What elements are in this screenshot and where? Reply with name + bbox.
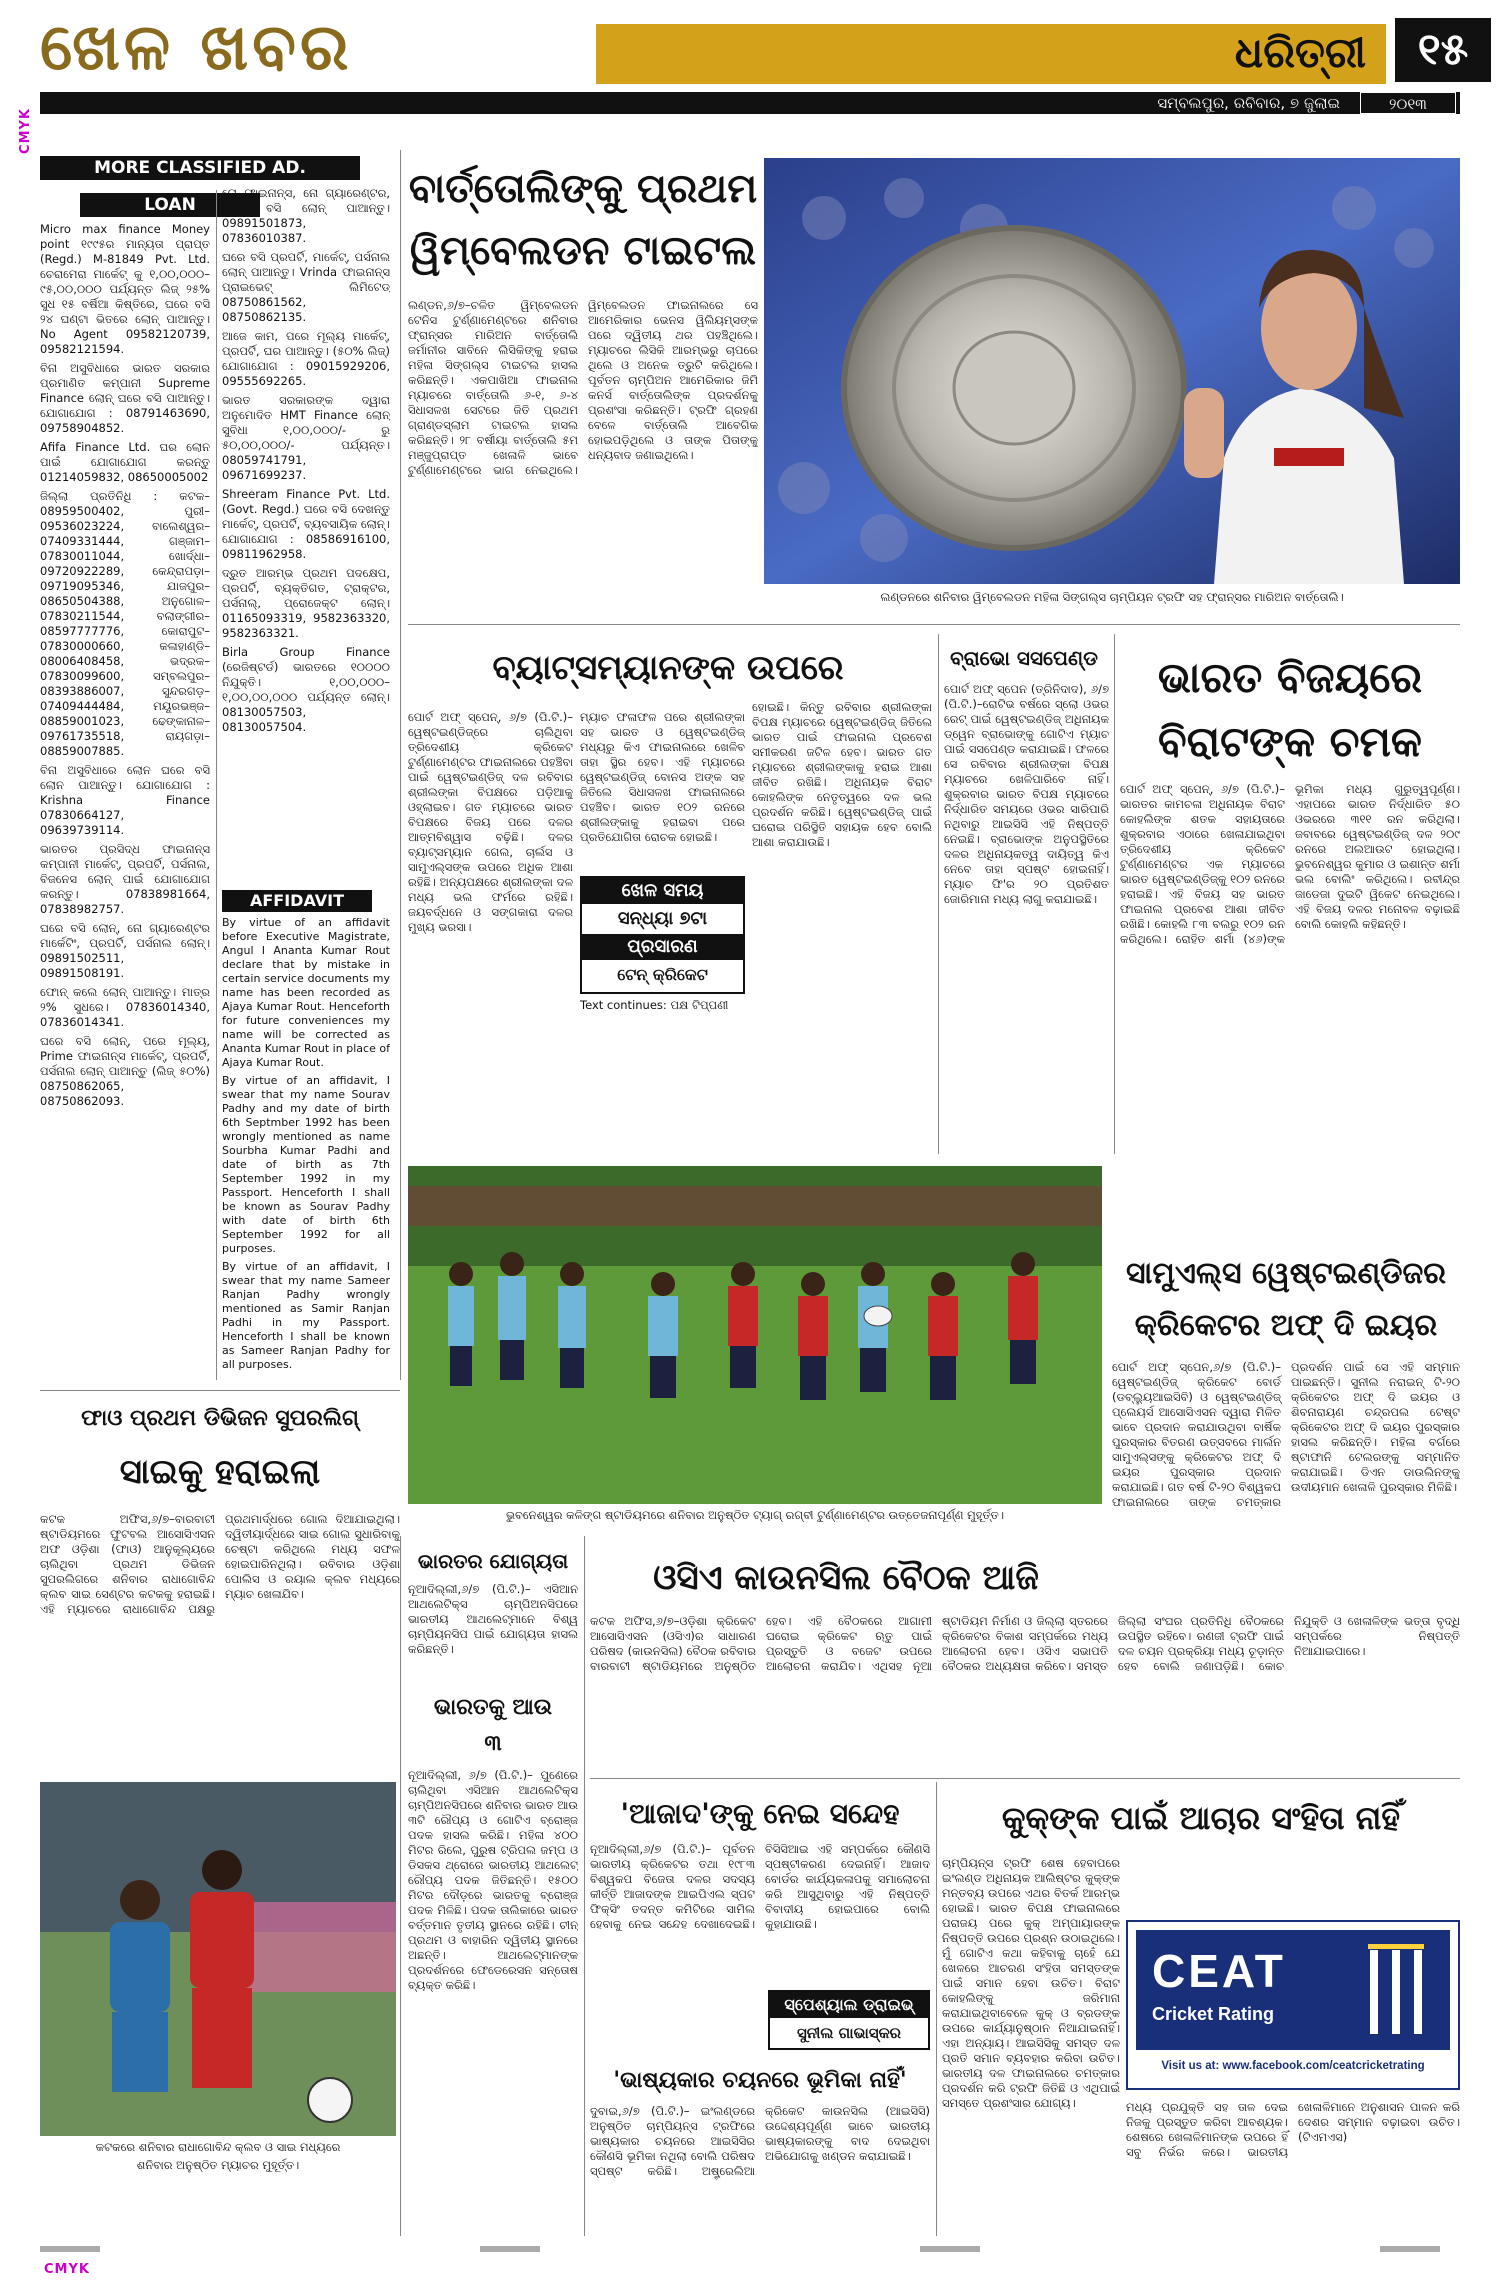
bravo-headline: ବ୍ରାଭୋ ସସପେଣ୍ଡ	[950, 646, 1098, 670]
column-divider	[1114, 634, 1115, 1154]
bartoli-trophy-image	[764, 158, 1460, 584]
rugby-photo	[408, 1166, 1102, 1504]
classified-ad: ଭାରତ ସରକାରଙ୍କ ଦ୍ୱାରା ଅନୁମୋଦିତ HMT Finance ଲୋନ୍ ସୁବିଧା ୧,୦୦,୦୦୦/- ରୁ ୫୦,୦୦,୦୦୦/- ପର୍ଯ୍ୟନ୍ତ। 08059741791, 09671699237.	[222, 393, 390, 482]
classified-ad: ଫୋନ୍ କଲେ ଲୋନ୍ ପାଆନ୍ତୁ। ମାତ୍ର ୨% ସୁଧରେ। 07836014340, 07836014341.	[40, 985, 210, 1029]
tag-rugby-image	[408, 1166, 1102, 1504]
azad-headline: 'ଆଜାଦ'ଙ୍କୁ ନେଇ ସନ୍ଦେହ	[620, 1797, 900, 1830]
commentator-article: ଦୁବାଇ,୬/୭ (ପି.ଟି.)– ଇଂଲଣ୍ଡରେ ଅନୁଷ୍ଠିତ ଚାମ୍ପିୟନ୍ସ ଟ୍ରଫିରେ ଭାଷ୍ୟକାର ଚୟନରେ ଆଇସିସିର କୌଣସି ଭୂମିକା ନଥିଲା ବୋଲି ପରିଷଦ ସ୍ପଷ୍ଟ କରିଛି। ଅଷ୍ଟ୍ରେଲିଆ କ୍ରିକେଟ କାଉନସିଲ (ଆଇସିସି) ଉଦ୍ଦେଶ୍ୟପୂର୍ଣ୍ଣ ଭାବେ ଭାରତୀୟ ଭାଷ୍ୟକାରଙ୍କୁ ବାଦ ଦେଇଥିବା ଅଭିଯୋଗକୁ ଖଣ୍ଡନ କରାଯାଇଛି।	[590, 2104, 930, 2178]
column-divider	[400, 150, 401, 1380]
match-time-title: ଖେଳ ସମୟ	[582, 878, 743, 904]
classified-header: MORE CLASSIFIED AD.	[40, 156, 360, 180]
section-divider	[590, 1778, 1460, 1779]
classified-ad: ଦ୍ରୁତ ଆରମ୍ଭ ପ୍ରଥମ ପଦକ୍ଷେପ, ପ୍ରପର୍ଟି, ବ୍ୟକ୍ତିଗତ, ଟ୍ରାକ୍ଟର, ପର୍ସନାଲ୍, ପ୍ରୋଜେକ୍ଟ ଲୋନ୍। 01165093319, 9582363320, 9582363321.	[222, 566, 390, 640]
year: ୨୦୧୩	[1360, 92, 1456, 114]
section-title: ଖେଳ ଖବର	[40, 10, 353, 85]
affidavit-header: AFFIDAVIT	[222, 890, 372, 912]
cmyk-top: CMYK	[18, 108, 33, 154]
football-photo	[40, 1782, 396, 2136]
medals-subhead-1: ଭାରତକୁ ଆଉ	[433, 1694, 553, 1720]
football-caption-1: କଟକରେ ଶନିବାର ରାଧାଗୋବିନ୍ଦ କ୍ଲବ ଓ ସାଇ ମଧ୍ୟରେ	[95, 2140, 341, 2154]
oca-headline: ଓସିଏ କାଉନସିଲ ବୈଠକ ଆଜି	[653, 1558, 1039, 1598]
batsmen-article-2: ମ୍ୟାଚ ଫଳାଫଳ ପରେ ଶ୍ରୀଲଙ୍କା ସହ ଭାରତ ଓ ୱେଷ୍ଟଇଣ୍ଡିଜ୍ ମଧ୍ୟରୁ କିଏ ଫାଇନାଲରେ ଖେଳିବ ତାହା ସ୍ଥିର ହେବ। ଏହି ମ୍ୟାଚରେ ୱେଷ୍ଟଇଣ୍ଡିଜ୍ ବୋନସ ଅଙ୍କ ସହ ଜିତିଲେ ସିଧାସଳଖ ଫାଇନାଲରେ ପହଞ୍ଚିବ। ଭାରତ ୧୦୨ ରନରେ ଶ୍ରୀଲଙ୍କାକୁ ହରାଇବା ପରେ ପ୍ରତିଯୋଗିତା ରୋଚକ ହୋଇଛି।	[580, 710, 745, 844]
bartoli-photo	[764, 158, 1460, 584]
football-caption-2: ଶନିବାର ଅନୁଷ୍ଠିତ ମ୍ୟାଚର ମୁହୂର୍ତ୍ତ।	[136, 2158, 300, 2172]
affidavit-notice: By virtue of an affidavit, I swear that my name Sameer Ranjan Padhy wrongly mentioned as Samir Ranjan Padhi in my Passport. Henceforth I shall be known as Sameer Ranjan Padhy for all purposes.	[222, 1260, 390, 1371]
ceat-brand: CEAT	[1152, 1945, 1286, 1997]
medals-article: ନୂଆଦିଲ୍ଲୀ, ୬/୭ (ପି.ଟି.)– ପୁଣେରେ ଚାଲିଥିବା ଏସିଆନ ଆଥଲେଟିକ୍ସ ଚାମ୍ପିଅନସିପରେ ଶନିବାର ଭାରତ ଆଉ ୩ଟି ରୌପ୍ୟ ଓ ଗୋଟିଏ ବ୍ରୋଞ୍ଜ ପଦକ ହାସଲ କରିଛି। ମହିଳା ୪୦୦ ମିଟର ରିଲେ, ପୁରୁଷ ଟ୍ରିପଲ ଜମ୍ପ ଓ ଡିସକସ ଥ୍ରୋରେ ଭାରତୀୟ ଆଥଲେଟ୍ ରୌପ୍ୟ ପଦକ ଜିତିଛନ୍ତି। ୧୫୦୦ ମିଟର ଦୌଡ଼ରେ ଭାରତକୁ ବ୍ରୋଞ୍ଜ ପଦକ ମିଳିଛି। ପଦକ ତାଲିକାରେ ଭାରତ ବର୍ତ୍ତମାନ ତୃତୀୟ ସ୍ଥାନରେ ରହିଛି। ଚୀନ୍ ପ୍ରଥମ ଓ ବାହାରିନ ଦ୍ୱିତୀୟ ସ୍ଥାନରେ ଅଛନ୍ତି। ଆଥଲେଟ୍‌ମାନଙ୍କ ପ୍ରଦର୍ଶନରେ ଫେଡେରେସନ ସନ୍ତୋଷ ବ୍ୟକ୍ତ କରିଛି।	[408, 1768, 578, 1992]
broadcast-channel: ଟେନ୍ କ୍ରିକେଟ	[617, 965, 708, 984]
virat-headline-1: ଭାରତ ବିଜୟରେ	[1157, 653, 1423, 702]
classified-ad: ଜିଲ୍ଲା ପ୍ରତିନିଧି : କଟକ–08959500402, ପୁରୀ–09536023224, ବାଲେଶ୍ୱର–07409331444, ଗଞ୍ଜାମ–07830011044, ଖୋର୍ଦ୍ଧା–09720922289, କେନ୍ଦ୍ରାପଡ଼ା–09719095346, ଯାଜପୁର–08650504388, ଅନୁଗୋଳ–07830211544, ବଲାଙ୍ଗୀର–08597777776, କୋରାପୁଟ–07830000660, କଳାହାଣ୍ଡି–08006408458, ଭଦ୍ରକ–07830099600, ସମ୍ବଲପୁର–08393886007, ସୁନ୍ଦରଗଡ଼–07409444484, ମୟୂରଭଞ୍ଜ–08859001023, ଢେଙ୍କାନାଳ–09761735518, ରାୟଗଡ଼ା–08859007885.	[40, 489, 210, 758]
bartoli-headline-1: ବାର୍ତ୍ତୋଲିଙ୍କୁ ପ୍ରଥମ	[408, 165, 758, 212]
ceat-ad	[1126, 1920, 1460, 2090]
match-time-box	[580, 876, 745, 994]
batsmen-article-1: ପୋର୍ଟ ଅଫ୍ ସ୍ପେନ୍, ୬/୭ (ପି.ଟି.)– ୱେଷ୍ଟଇଣ୍ଡିଜ୍‌ରେ ଚାଲିଥିବା ତ୍ରିଦେଶୀୟ କ୍ରିକେଟ ଟୁର୍ଣ୍ଣାମେଣ୍ଟର ଫାଇନାଲରେ ପହଞ୍ଚିବା ପାଇଁ ୱେଷ୍ଟଇଣ୍ଡିଜ୍ ଦଳ ରବିବାର ଶ୍ରୀଲଙ୍କା ବିପକ୍ଷରେ ପଡ଼ିଆକୁ ଓହ୍ଲାଇବ। ଗତ ମ୍ୟାଚରେ ଭାରତ ବିପକ୍ଷରେ ବିଜୟ ପରେ ଦଳର ଆତ୍ମବିଶ୍ୱାସ ବଢ଼ିଛି। ଦଳର ବ୍ୟାଟ୍ସମ୍ୟାନ ଗେଲ, ଚାର୍ଲସ ଓ ସାମୁଏଲ୍ସଙ୍କ ଉପରେ ଅଧିକ ଆଶା ରହିଛି। ଅନ୍ୟପକ୍ଷରେ ଶ୍ରୀଲଙ୍କା ଦଳ ମଧ୍ୟ ଭଲ ଫର୍ମରେ ରହିଛି। ଜୟବର୍ଦ୍ଧନେ ଓ ସଙ୍ଗକାରା ଦଳର ମୁଖ୍ୟ ଭରସା।	[408, 710, 573, 934]
classified-ad: ଘରେ ବସି ଲୋନ୍, ପରେ ମୂଲ୍ୟ, Prime ଫାଇନାନ୍ସ ମାର୍କେଟ୍, ପ୍ରପର୍ଟି, ପର୍ସନାଲ ଲୋନ୍ ପାଆନ୍ତୁ (ଲିଜ୍ ୫୦%) 08750862065, 08750862093.	[40, 1034, 210, 1108]
classified-ad: ବିନା ଅସୁବିଧାରେ ଲୋନ ଘରେ ବସି ଲୋନ ପାଆନ୍ତୁ। ଯୋଗାଯୋଗ : Krishna Finance 07830664127, 09639739114.	[40, 763, 210, 837]
column-divider	[400, 1536, 401, 2236]
classified-ad: ନୋ ଫାଇନାନ୍ସ, ନୋ ଗ୍ୟାରେଣ୍ଟର, ଘରେ ବସି ଲୋନ୍ ପାଆନ୍ତୁ। 09891501873, 07836010387.	[222, 186, 390, 245]
special-drive-box	[768, 1990, 930, 2050]
page-number: ୧୫	[1395, 18, 1491, 82]
classified-column-1	[40, 222, 210, 1382]
cmyk-bottom: CMYK	[44, 2262, 90, 2277]
ceat-banner	[1136, 1930, 1450, 2050]
bartoli-article: ଲଣ୍ଡନ,୬/୭–ଚଳିତ ୱିମ୍ବେଲଡନ ଟେନିସ ଟୁର୍ଣ୍ଣାମେଣ୍ଟରେ ଶନିବାର ଫ୍ରାନ୍ସର ମାରିଅନ ବାର୍ତ୍ତୋଲି ଜର୍ମାନୀର ସାବିନେ ଲିସିକିଙ୍କୁ ହରାଇ ମହିଳା ସିଙ୍ଗଲ୍ସ ଟାଇଟଲ ହାସଲ କରିଛନ୍ତି। ଏକପାଖିଆ ଫାଇନାଲ ମ୍ୟାଚରେ ବାର୍ତ୍ତୋଲି ୬-୧, ୬-୪ ସିଧାସଳଖ ସେଟରେ ଜିତି ପ୍ରଥମ ଗ୍ରାଣ୍ଡସ୍ଲାମ ଟାଇଟଲ ହାସଲ କରିଛନ୍ତି। ୨୮ ବର୍ଷୀୟା ବାର୍ତ୍ତୋଲି ୫ମ ମଞ୍ଜୁପ୍ରାପ୍ତ ଖେଳାଳି ଭାବେ ଟୁର୍ଣ୍ଣାମେଣ୍ଟରେ ଭାଗ ନେଇଥିଲେ। ୱିମ୍ବେଲଡନ ଫାଇନାଲରେ ସେ ଆମେରିକାର ଭେନସ ୱିଲିୟମ୍ସଙ୍କ ପରେ ଦ୍ୱିତୀୟ ଥର ପହଞ୍ଚିଥିଲେ। ମ୍ୟାଚରେ ଲିସିକି ଆରମ୍ଭରୁ ଚାପରେ ଥିଲେ ଓ ଅନେକ ତ୍ରୁଟି କରିଥିଲେ। ପୂର୍ବତନ ଚାମ୍ପିଅନ ଆମେରିକାର ଜିମି କନର୍ସ ବାର୍ତ୍ତୋଲିଙ୍କ ପ୍ରଦର୍ଶନକୁ ପ୍ରଶଂସା କରିଛନ୍ତି। ଟ୍ରଫି ଗ୍ରହଣ ବେଳେ ବାର୍ତ୍ତୋଲି ଆବେଗିକ ହୋଇପଡ଼ିଥିଲେ ଓ ତାଙ୍କ ପିତାଙ୍କୁ ଧନ୍ୟବାଦ ଜଣାଇଥିଲେ।	[408, 298, 758, 477]
batsmen-headline: ବ୍ୟାଟ୍ସମ୍ୟାନଙ୍କ ଉପରେ	[492, 648, 844, 688]
eligibility-headline: ଭାରତର ଯୋଗ୍ୟତା	[417, 1549, 569, 1573]
bartoli-headline-2: ୱିମ୍ବେଲଡନ ଟାଇଟଲ	[409, 227, 756, 274]
classified-ad: ଭାରତର ପ୍ରସିଦ୍ଧ ଫାଇନାନ୍ସ କମ୍ପାନୀ ମାର୍କେଟ୍, ପ୍ରପର୍ଟି, ପର୍ସନାଲ, ବିଜନେସ ଲୋନ୍ ପାଇଁ ଯୋଗାଯୋଗ କରନ୍ତୁ। 07838981664, 07838982757.	[40, 842, 210, 916]
classified-column-2	[222, 186, 390, 886]
bottom-rule	[40, 2240, 1460, 2252]
cricket-stumps-icon	[1356, 1940, 1436, 2040]
classified-ad: Shreeram Finance Pvt. Ltd. (Govt. Regd.) ଘରେ ବସି ଦେଖନ୍ତୁ ମାର୍କେଟ୍, ପ୍ରପର୍ଟି, ବ୍ୟବସାୟିକ ଲୋନ୍। ଯୋଗାଯୋଗ : 08586916100, 09811962958.	[222, 487, 390, 561]
special-drive-title: ସ୍ପେଶ୍ୟାଲ ଡ୍ରାଇଭ୍	[770, 1992, 928, 2018]
eligibility-article: ନୂଆଦିଲ୍ଲୀ,୬/୭ (ପି.ଟି.)– ଏସିଆନ ଆଥଲେଟିକ୍ସ ଚାମ୍ପିଅନସିପରେ ଭାରତୀୟ ଆଥଲେଟ୍‌ମାନେ ବିଶ୍ୱ ଚାମ୍ପିୟନସିପ ପାଇଁ ଯୋଗ୍ୟତା ହାସଲ କରିଛନ୍ତି।	[408, 1582, 578, 1656]
samuels-headline-1: ସାମୁଏଲ୍ସ ୱେଷ୍ଟଇଣ୍ଡିଜର	[1126, 1256, 1446, 1291]
section-divider	[40, 1390, 400, 1391]
column-divider	[584, 1536, 585, 2236]
oca-article: କଟକ ଅଫିସ,୬/୭–ଓଡ଼ିଶା କ୍ରିକେଟ ଆସୋସିଏସନ (ଓସିଏ)ର ସାଧାରଣ ପରିଷଦ (କାଉନସିଲ) ବୈଠକ ରବିବାର ବାରବାଟୀ ଷ୍ଟାଡିୟମରେ ଅନୁଷ୍ଠିତ ହେବ। ଏହି ବୈଠକରେ ଆଗାମୀ ଘରୋଇ କ୍ରିକେଟ ଋତୁ ପାଇଁ ପ୍ରସ୍ତୁତି ଓ ବଜେଟ ଉପରେ ଆଲୋଚନା କରାଯିବ। ଏଥିସହ ନୂଆ ଷ୍ଟାଡିୟମ ନିର୍ମାଣ ଓ ଜିଲ୍ଲା ସ୍ତରରେ କ୍ରିକେଟର ବିକାଶ ସମ୍ପର୍କରେ ମଧ୍ୟ ଆଲୋଚନା ହେବ। ଓସିଏ ସଭାପତି ବୈଠକର ଅଧ୍ୟକ୍ଷତା କରିବେ। ସମସ୍ତ ଜିଲ୍ଲା ସଂଘର ପ୍ରତିନିଧି ବୈଠକରେ ଉପସ୍ଥିତ ରହିବେ। ରଣଜୀ ଟ୍ରଫି ପାଇଁ ଦଳ ଚୟନ ପ୍ରକ୍ରିୟା ମଧ୍ୟ ଚୂଡ଼ାନ୍ତ ହେବ ବୋଲି ଜଣାପଡ଼ିଛି। କୋଚ ନିଯୁକ୍ତି ଓ ଖେଳାଳିଙ୍କ ଭତ୍ତା ବୃଦ୍ଧି ସମ୍ପର୍କରେ ନିଷ୍ପତ୍ତି ନିଆଯାଇପାରେ।	[590, 1614, 1460, 1673]
match-time: ସନ୍ଧ୍ୟା ୭ଟା	[617, 908, 708, 929]
commentator-headline: 'ଭାଷ୍ୟକାର ଚୟନରେ ଭୂମିକା ନାହିଁ'	[613, 2067, 907, 2093]
classified-ad: ଆଜେ କାମ, ପରେ ମୂଲ୍ୟ ମାର୍କେଟ୍, ପ୍ରପର୍ଟି, ଘର ପାଆନ୍ତୁ। (୫୦% ଲିଜ୍) ଯୋଗାଯୋଗ : 09015929206, 09555692265.	[222, 329, 390, 388]
bravo-article: ପୋର୍ଟ ଅଫ୍ ସ୍ପେନ (ତ୍ରିନିଦାଦ), ୬/୭ (ପି.ଟି.)–ରୋଟିଭ ବର୍ଷରେ ସ୍ଲୋ ଓଭର ରେଟ୍ ପାଇଁ ୱେଷ୍ଟଇଣ୍ଡିଜ୍ ଅଧିନାୟକ ଡ୍ୱେନ ବ୍ରାଭୋଙ୍କୁ ଗୋଟିଏ ମ୍ୟାଚ ପାଇଁ ସସପେଣ୍ଡ କରାଯାଇଛି। ଫଳରେ ସେ ରବିବାର ଶ୍ରୀଲଙ୍କା ବିପକ୍ଷ ମ୍ୟାଚରେ ଖେଳିପାରିବେ ନାହିଁ। ଶୁକ୍ରବାର ଭାରତ ବିପକ୍ଷ ମ୍ୟାଚରେ ନିର୍ଦ୍ଧାରିତ ସମୟରେ ଓଭର ସାରିପାରି ନଥିବାରୁ ଆଇସିସି ଏହି ନିଷ୍ପତ୍ତି ନେଇଛି। ବ୍ରାଭୋଙ୍କ ଅନୁପସ୍ଥିତିରେ ଦଳର ଅଧିନାୟକତ୍ୱ ଦାୟିତ୍ୱ କିଏ ନେବେ ତାହା ସ୍ପଷ୍ଟ ହୋଇନାହିଁ। ମ୍ୟାଚ ଫି'ର ୨୦ ପ୍ରତିଶତ ଜୋରିମାନା ମଧ୍ୟ ଲାଗୁ କରାଯାଇଛି।	[944, 682, 1109, 906]
newspaper-name: ଧରିତ୍ରୀ	[1234, 28, 1366, 77]
broadcast-label: ପ୍ରସାରଣ	[582, 934, 743, 960]
radhagovind-article: କଟକ ଅଫିସ,୬/୭–ବାରବାଟୀ ଷ୍ଟାଡିୟମରେ ଫୁଟବଲ ଆସୋସିଏସନ ଅଫ ଓଡ଼ିଶା (ଫାଓ) ଆନୁକୂଲ୍ୟରେ ଚାଲିଥିବା ପ୍ରଥମ ଡିଭିଜନ ସୁପରଲିଗରେ ଶନିବାର ରାଧାଗୋବିନ୍ଦ କ୍ଲବ ସାଇ ସେଣ୍ଟର କଟକକୁ ହରାଇଛି। ଏହି ମ୍ୟାଚରେ ରାଧାଗୋବିନ୍ଦ ପକ୍ଷରୁ ପ୍ରଥମାର୍ଦ୍ଧରେ ଗୋଲ ଦିଆଯାଇଥିଲା। ଦ୍ୱିତୀୟାର୍ଦ୍ଧରେ ସାଇ ଗୋଲ ସୁଧାରିବାକୁ ଚେଷ୍ଟା କରିଥିଲେ ମଧ୍ୟ ସଫଳ ହୋଇପାରିନଥିଲା। ରବିବାର ଓଡ଼ିଶା ପୋଲିସ ଓ ରୟାଲ କ୍ଲବ ମଧ୍ୟରେ ମ୍ୟାଚ ଖେଳାଯିବ।	[40, 1512, 400, 1616]
batsmen-article-3: ହୋଇଛି। କିନ୍ତୁ ରବିବାର ଶ୍ରୀଲଙ୍କା ବିପକ୍ଷ ମ୍ୟାଚରେ ୱେଷ୍ଟଇଣ୍ଡିଜ୍ ଜିତିଲେ ଭାରତ ପାଇଁ ଫାଇନାଲ ପ୍ରବେଶ ସମୀକରଣ ଜଟିଳ ହେବ। ଭାରତ ଗତ ମ୍ୟାଚରେ ଶ୍ରୀଲଙ୍କାକୁ ହରାଇ ଆଶା ଜୀବିତ ରଖିଛି। ଅଧିନାୟକ ବିରାଟ କୋହଲିଙ୍କ ନେତୃତ୍ୱରେ ଦଳ ଭଲ ପ୍ରଦର୍ଶନ କରିଛି। ୱେଷ୍ଟଇଣ୍ଡିଜ୍ ପାଇଁ ଘରୋଇ ପରିସ୍ଥିତି ସହାୟକ ହେବ ବୋଲି ଆଶା କରାଯାଉଛି।	[752, 700, 932, 849]
affidavit-notice: By virtue of an affidavit, I swear that my name Sourav Padhy and my date of birth 6th Septmber 1992 has been wrongly mentioned as name Sourbha Kumar Padhi and date of birth as 7th September 1992 in my Passport. Henceforth I shall be known as Sourav Padhy with date of birth 6th September 1992 for all purposes.	[222, 1074, 390, 1255]
classified-ad: ଘରେ ବସି ପ୍ରପର୍ଟି, ମାର୍କେଟ୍, ପର୍ସନାଲ ଲୋନ୍ ପାଆନ୍ତୁ। Vrinda ଫାଇନାନ୍ସ ପ୍ରାଇଭେଟ୍ ଲିମିଟେଡ୍ 08750861562, 08750862135.	[222, 250, 390, 324]
classified-ad: Birla Group Finance (ରେଜିଷ୍ଟର୍ଡ) ଭାରତରେ ୧୦୦୦୦ ନିଯୁକ୍ତି। ୧,୦୦,୦୦୦–୧,୦୦,୦୦,୦୦୦ ପର୍ଯ୍ୟନ୍ତ ଲୋନ୍। 08130057503, 08130057504.	[222, 645, 390, 734]
azad-article: ନୂଆଦିଲ୍ଲୀ,୬/୭ (ପି.ଟି.)– ପୂର୍ବତନ ଭାରତୀୟ କ୍ରିକେଟର ତଥା ୧୯୮୩ ବିଶ୍ୱକପ ବିଜେତା ଦଳର ସଦସ୍ୟ କୀର୍ତ୍ତି ଆଜାଦଙ୍କ ଆଇପିଏଲ ସ୍ପଟ ଫିକ୍ସିଂ ତଦନ୍ତ କମିଟିରେ ସାମିଲ ହେବାକୁ ନେଇ ସନ୍ଦେହ ଦେଖାଦେଇଛି। ବିସିସିଆଇ ଏହି ସମ୍ପର୍କରେ କୌଣସି ସ୍ପଷ୍ଟୀକରଣ ଦେଇନାହିଁ। ଆଜାଦ ବୋର୍ଡର କାର୍ଯ୍ୟକଳାପକୁ ସମାଲୋଚନା କରି ଆସୁଥିବାରୁ ଏହି ନିଷ୍ପତ୍ତି ବିବାଦୀୟ ହୋଇପାରେ ବୋଲି କୁହାଯାଉଛି।	[590, 1842, 930, 1931]
cook-article: ଚାମ୍ପିୟନ୍ସ ଟ୍ରଫି ଶେଷ ହେବାପରେ ଇଂଲଣ୍ଡ ଅଧିନାୟକ ଆଲିଷ୍ଟର କୁକ୍‌ଙ୍କ ମନ୍ତବ୍ୟ ଉପରେ ଏଥର ବିତର୍କ ଆରମ୍ଭ ହୋଇଛି। ଭାରତ ବିପକ୍ଷ ଫାଇନାଲରେ ପରାଜୟ ପରେ କୁକ୍ ଅମ୍ପାୟାରଙ୍କ ନିଷ୍ପତ୍ତି ଉପରେ ପ୍ରଶ୍ନ ଉଠାଇଥିଲେ। ମୁଁ ଗୋଟିଏ କଥା କହିବାକୁ ଚାହେଁ ଯେ ଖେଳରେ ଆଚରଣ ସଂହିତା ସମସ୍ତଙ୍କ ପାଇଁ ସମାନ ହେବା ଉଚିତ। ବିରାଟ କୋହଲିଙ୍କୁ ଜରିମାନା କରାଯାଇଥିବାବେଳେ କୁକ୍ ଓ ବ୍ରଡଙ୍କ ଉପରେ କାର୍ଯ୍ୟାନୁଷ୍ଠାନ ନିଆଯାଇନାହିଁ। ଏହା ଅନ୍ୟାୟ। ଆଇସିସିକୁ ସମସ୍ତ ଦଳ ପ୍ରତି ସମାନ ବ୍ୟବହାର କରିବା ଉଚିତ। ଭାରତୀୟ ଦଳ ଫାଇନାଲରେ ଚମତ୍କାର ପ୍ରଦର୍ଶନ କରି ଟ୍ରଫି ଜିତିଛି ଓ ଏଥିପାଇଁ ସମସ୍ତେ ପ୍ରଶଂସାର ଯୋଗ୍ୟ।	[942, 1856, 1120, 2110]
radhagovind-headline: ସାଇକୁ ହରାଇଲା	[119, 1452, 321, 1492]
special-drive-author: ସୁନୀଲ ଗାଭାସ୍କର	[796, 2024, 902, 2042]
classified-ad: Afifa Finance Ltd. ଘର ଲୋନ ପାଇଁ ଯୋଗାଯୋଗ କରନ୍ତୁ 01214059832, 08650005002	[40, 440, 210, 484]
virat-headline-2: ବିରାଟଙ୍କ ଚମକ	[1158, 717, 1422, 766]
samuels-article: ପୋର୍ଟ ଅଫ୍ ସ୍ପେନ,୬/୭ (ପି.ଟି.)–ୱେଷ୍ଟଇଣ୍ଡିଜ୍ କ୍ରିକେଟ ବୋର୍ଡ (ଡବ୍ଲ୍ୟୁଆଇସିବି) ଓ ୱେଷ୍ଟଇଣ୍ଡିଜ୍ ପ୍ଲେୟର୍ସ ଆସୋସିଏସନ ଦ୍ୱାରା ମିଳିତ ଭାବେ ପ୍ରଦାନ କରାଯାଉଥିବା ବାର୍ଷିକ ପୁରସ୍କାର ବିତରଣ ଉତ୍ସବରେ ମାର୍ଲନ ସାମୁଏଲ୍ସଙ୍କୁ କ୍ରିକେଟର ଅଫ୍ ଦି ଇୟର ପୁରସ୍କାର ପ୍ରଦାନ କରାଯାଇଛି। ଗତ ବର୍ଷ ଟି-୨୦ ବିଶ୍ୱକପ ଫାଇନାଲରେ ତାଙ୍କ ଚମତ୍କାର ପ୍ରଦର୍ଶନ ପାଇଁ ସେ ଏହି ସମ୍ମାନ ପାଇଛନ୍ତି। ସୁନୀଲ ନରାଇନ୍ ଟି-୨୦ କ୍ରିକେଟର ଅଫ୍ ଦି ଇୟର ଓ ଶିବନାରାୟଣ ଚନ୍ଦ୍ରପଲ ଟେଷ୍ଟ କ୍ରିକେଟର ଅଫ୍ ଦି ଇୟର ପୁରସ୍କାର ହାସଲ କରିଛନ୍ତି। ମହିଳା ବର୍ଗରେ ଷ୍ଟାଫାନି ଟେଲରଙ୍କୁ ସମ୍ମାନିତ କରାଯାଇଛି। ଡିଏନ ଡାଉଲିନଙ୍କୁ ଉଦୀୟମାନ ଖେଳାଳି ପୁରସ୍କାର ମିଳିଛି।	[1112, 1360, 1460, 1509]
classified-ad: ଘରେ ବସି ଲୋନ୍, ନୋ ଗ୍ୟାରେଣ୍ଟର ମାର୍କେଟିଂ, ପ୍ରପର୍ଟି, ପର୍ସନାଲ ଲୋନ୍। 09891502511, 09891508191.	[40, 921, 210, 980]
cook-headline: କୁକ୍‌ଙ୍କ ପାଇଁ ଆଚାର ସଂହିତା ନାହିଁ	[1001, 1799, 1401, 1837]
samuels-headline-2: କ୍ରିକେଟର ଅଫ୍ ଦି ଇୟର	[1134, 1308, 1438, 1343]
newspaper-name-bar	[596, 24, 1386, 84]
section-divider	[408, 624, 1460, 625]
bartoli-caption: ଲଣ୍ଡନରେ ଶନିବାର ୱିମ୍ବେଲଡନ ମହିଳା ସିଙ୍ଗଲ୍ସ ଚାମ୍ପିୟନ ଟ୍ରଫି ସହ ଫ୍ରାନ୍ସର ମାରିଅନ ବାର୍ତ୍ତୋଲି।	[880, 590, 1344, 604]
batsmen-article-2b: Text continues: ପକ୍ଷ ଟିପ୍ପଣୀ	[580, 998, 729, 1012]
football-match-image	[40, 1782, 396, 2136]
column-divider	[936, 1782, 937, 2236]
dateline: ସମ୍ବଲପୁର, ରବିବାର, ୭ ଜୁଲାଇ	[1157, 94, 1340, 112]
column-divider	[938, 634, 939, 1154]
medals-subhead-2: ୩	[484, 1730, 502, 1756]
affidavit-column	[222, 916, 390, 1382]
ceat-product: Cricket Rating	[1152, 2004, 1275, 2024]
masthead	[40, 8, 1469, 88]
ceat-url[interactable]: Visit us at: www.facebook.com/ceatcricketrating	[1161, 2060, 1425, 2072]
classified-ad: ବିନା ଅସୁବିଧାରେ ଭାରତ ସରକାର ପ୍ରମାଣିତ କମ୍ପାନୀ Supreme Finance ଲୋନ୍ ଘରେ ବସି ପାଆନ୍ତୁ। ଯୋଗାଯୋଗ : 08791463690, 09758904852.	[40, 361, 210, 435]
rugby-caption: ଭୁବନେଶ୍ୱର କଳିଙ୍ଗ ଷ୍ଟାଡିୟମରେ ଶନିବାର ଅନୁଷ୍ଠିତ ଟ୍ୟାଗ୍ ରଗ୍‌ବୀ ଟୁର୍ଣ୍ଣାମେଣ୍ଟର ଉତ୍ତେଜନାପୂର୍ଣ୍ଣ ମୁହୂର୍ତ୍ତ।	[505, 1508, 1005, 1522]
virat-article: ପୋର୍ଟ ଅଫ୍ ସ୍ପେନ୍, ୬/୭ (ପି.ଟି.)– ଭାରତର କାମଚଳା ଅଧିନାୟକ ବିରାଟ କୋହଲିଙ୍କ ଶତକ ସହାୟତାରେ ଶୁକ୍ରବାର ଏଠାରେ ଖେଳାଯାଇଥିବା ତ୍ରିଦେଶୀୟ କ୍ରିକେଟ ଟୁର୍ଣ୍ଣାମେଣ୍ଟର ଏକ ମ୍ୟାଚରେ ଭାରତ ୱେଷ୍ଟଇଣ୍ଡିଜ୍‌କୁ ୧୦୨ ରନରେ ହରାଇଛି। ଏହି ବିଜୟ ସହ ଭାରତ ଫାଇନାଲ ପ୍ରବେଶ ଆଶା ଜୀବିତ ରଖିଛି। କୋହଲି ୮୩ ବଲରୁ ୧୦୨ ରନ କରିଥିଲେ। ରୋହିତ ଶର୍ମା (୪୬)ଙ୍କ ଭୂମିକା ମଧ୍ୟ ଗୁରୁତ୍ୱପୂର୍ଣ୍ଣ। ଏହାପରେ ଭାରତ ନିର୍ଦ୍ଧାରିତ ୫୦ ଓଭରରେ ୩୧୧ ରନ କରିଥିଲା। ଜବାବରେ ୱେଷ୍ଟଇଣ୍ଡିଜ୍ ଦଳ ୨୦୯ ରନରେ ଅଲଆଉଟ ହୋଇଥିଲା। ଭୁବନେଶ୍ୱର କୁମାର ଓ ଇଶାନ୍ତ ଶର୍ମା ଭଲ ବୋଲିଂ କରିଥିଲେ। ରବୀନ୍ଦ୍ର ଜାଡେଜା ଦୁଇଟି ୱିକେଟ ନେଇଥିଲେ। ଏହି ବିଜୟ ଦଳର ମନୋବଳ ବଢ଼ାଇଛି ବୋଲି କୋହଲି କହିଛନ୍ତି।	[1120, 782, 1460, 946]
classified-ad: Micro max finance Money point ୧୯୯୫ର ମାନ୍ୟତା ପ୍ରାପ୍ତ (Regd.) M-81849 Pvt. Ltd. ଚେରାମେରା ମାର୍କେଟ୍ କୁ ୧,୦୦,୦୦୦– ୯୫,୦୦,୦୦୦ ପର୍ଯ୍ୟନ୍ତ ଲିଜ୍ ୨୫% ସୁଧ ୧୫ ବର୍ଷିଆ କିଷ୍ତିରେ, ଘରେ ବସି ୨୪ ଘଣ୍ଟା ଭିତରେ ଲୋନ୍ ପାଆନ୍ତୁ। No Agent 09582120739, 09582121594.	[40, 222, 210, 356]
affidavit-notice: By virtue of an affidavit before Executive Magistrate, Angul I Ananta Kumar Rout declare that by mistake in certain service documents my name has been recorded as Ajaya Kumar Rout. Henceforth for future conveniences my name will be corrected as Ananta Kumar Rout in place of Ajaya Kumar Rout.	[222, 916, 390, 1069]
radhagovind-kicker: ଫାଓ ପ୍ରଥମ ଡିଭିଜନ ସୁପରଲିଗ୍	[81, 1405, 359, 1431]
column-divider	[216, 190, 217, 1380]
cook-article-2: ମଧ୍ୟ ପ୍ରଯୁକ୍ତି ସହ ତାଳ ଦେଇ ନିଜକୁ ପ୍ରସ୍ତୁତ କରିବା ଆବଶ୍ୟକ। ଶେଷରେ ଖେଳାଳିମାନଙ୍କ ଉପରେ ହିଁ ସବୁ ନିର୍ଭର କରେ। ଭାରତୀୟ ଖେଳାଳିମାନେ ଅନୁଶାସନ ପାଳନ କରି ଦେଶର ସମ୍ମାନ ବଢ଼ାଇବା ଉଚିତ। (ଟିଏମଏସ)	[1126, 2100, 1460, 2159]
loan-header: LOAN	[80, 193, 260, 217]
